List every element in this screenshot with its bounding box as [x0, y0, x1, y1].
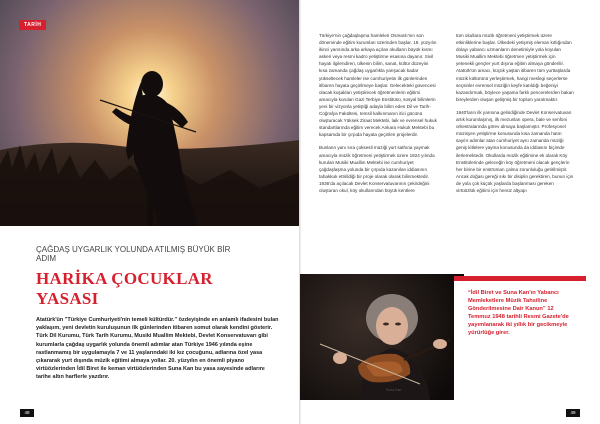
- pull-quote-text: “İdil Biret ve Suna Kan'ın Yabancı Memleketlere Müzik Tahsiline Gönderilmesine Dair Kanun” 12 Temmuz 1948 tarihli Resmi Gazete'de yayımlanarak iki yıllık bir gecikmeyle yürürlüğe girer.: [468, 290, 569, 336]
- photo-caption: Suna Kan: [386, 388, 402, 392]
- body-column-2: [456, 32, 574, 200]
- paragraph: 1940'ların ilk yarısına gelindiğinde Devlet Konservatuvarı artık kurumlaşmış, ilk mezunları opera, bale ve senfoni orkestralarında görev almaya başlamıştır. Profesyonel müzisyen yetiştirme konusunda kısa zamanda hatırı sayılır adımlar atan cumhuriyet aynı zamanda müziği geniş kitlelere yayma konusunda da iddiasını biçimde ilerlemektedir. Okullarda müzik eğitimine ek olarak Köy Enstitülerinde geleceğin köy öğretmeni olacak gençlerin her birine bir enstrüman çalma zorunluluğu getirilmiştir. Ancak doğası gereği sıkı bir disiplin gerektiren, bunun için de yola çok küçük yaşlarda başlanması gereken virtüözlük eğitimi için henüz altyapı: [456, 109, 574, 193]
- title-line-1: HARİKA ÇOCUKLAR: [36, 269, 213, 288]
- section-tag: TARİH: [19, 20, 46, 30]
- article-intro: Atatürk'ün "Türkiye Cumhuriyeti'nin temeli kültürdür." özdeyişinde en anlamlı ifadesini bulan yaklaşım, yeni devletin kuruluşunun ilk günlerinden itibaren somut olarak kendini gösterir. Türk Dil Kurumu, Türk Tarih Kurumu, Musiki Muallim Mektebi, Devlet Konservatuvarı gibi kurumlarla çağdaş uygarlık yolunda önemli adımlar atan Türkiye 1946 yılında eşine rastlanmamış bir uygulamayla 7 ve 11 yaşlarındaki iki kız çocuğunu, adlarına özel yasa çıkararak yurt dışında müzik eğitimi almaya yollar. 20. yüzyılın en önemli piyano virtüözlerinden İdil Biret ile keman virtüözlerinden Suna Kan bu yasa sayesinde adlarını tarihe altın harflerle yazdırır.: [36, 317, 279, 381]
- violinist-portrait-photo: [300, 274, 464, 400]
- article-title: [36, 269, 266, 309]
- sunset-violinist-photo: [0, 0, 300, 226]
- page-number-left: 48: [20, 409, 34, 417]
- paragraph: Türkiye'nin çağdaşlaşma hamleleri Osmanlı'nın son döneminde eğitim kurumları üzerinden başlar. 19. yüzyılın ikinci yarısında arka arkaya açılan okulların büyük kısmı askeri veya resmi kadro yetiştirme esasına dayanır. Sivil hayatı ilgilendiren, ülkenin bilim, sanat, kültür düzeyini kısa zamanda çağdaş uygarlıkla yarışacak kadar yükseltecek hamleler ise cumhuriyetin ilk günlerinden itibaren hayata geçirilmeye başlar. Gelecekteki güvencesi olacak kuşakları yetiştirecek öğretmenlerin eğitimi amacıyla kurulan Gazi Terbiye Enstitüsü, sosyal bilimlerin yeni bir vizyonla yetiştiği adayla bilim eden Dil ve Tarih-Coğrafya Fakültesi, temsil kalkınmanın itici gücünü oluşturacak Yüksek Ziraat Mektebi, laik ve evrensel hukuk standartlarında eğitim verecek Ankara Hukuk Mektebi bu kapsamda bir çırpıda hayata geçirilen projelerdir.: [319, 33, 437, 138]
- page-number-right: 49: [566, 409, 580, 417]
- paragraph: tüm okullara müzik öğretmeni yetiştirmek üzere etkinliklerine başlar. Ülkedeki yetişmiş eleman kıtlığından dolayı yabancı uzmanların denetimiyle yola koyulan Musiki Muallim Mektebi öğretmen yetiştirmek için yetenekli gençler yurt dışına eğitim almaya gönderilir. Atatürk'ün amacı, küçük yaştan itibaren tüm yurttaşlarda müzik kültürünü yerleştirmek, hangi meslegi seçerlerse seçsinler evrensel müziğin keyfe katıldığı beğeniyi kazandırmak, böylece yaşama farklı pencerelerden bakan bireylerden oluşan gelişmiş bir toplum yaratmaktır.: [456, 33, 574, 102]
- title-line-2: YASASI: [36, 289, 99, 308]
- body-column-1: [319, 32, 437, 200]
- article-subtitle: ÇAĞDAŞ UYGARLIK YOLUNDA ATILMIŞ BÜYÜK BİR ADIM: [36, 245, 231, 263]
- pull-quote: [454, 276, 586, 403]
- paragraph: Bunların yanı sıra çoksesli müziği yurt sathına yaymak amacıyla müzik öğretmeni yetiştirmek üzere 1924 yılında kurulan Musiki Muallim Mektebi ise cumhuriyet çağdaşlaşma yolunda bir çırpıda kazanılan iddiasının tahakkuk ettirildiği bir proje olarak olarak bilinmektedir. 1936'da açılacak Devlet Konservatuvarının çekirdeğini oluşturan okul, köy okullarından büyük kentlere: [319, 145, 435, 193]
